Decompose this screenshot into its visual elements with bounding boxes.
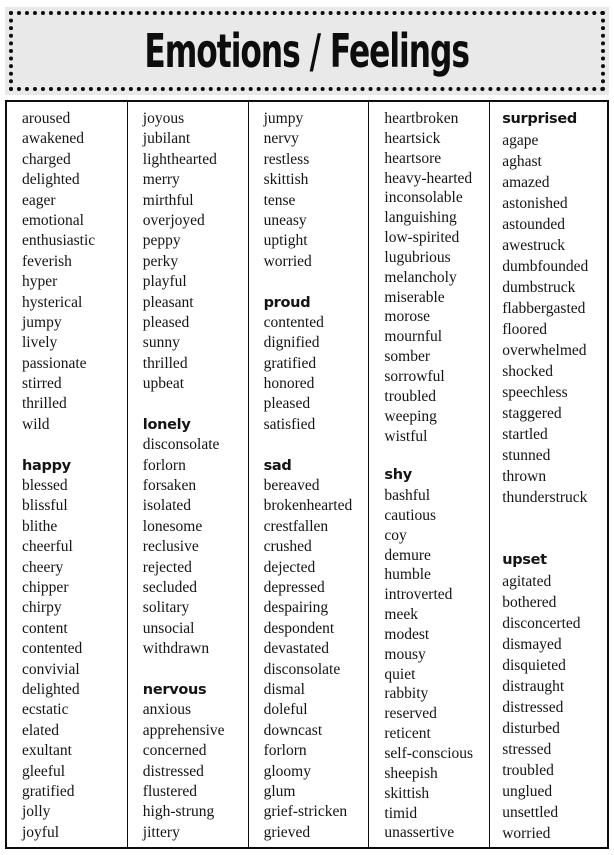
word-item: stressed: [502, 741, 552, 758]
row-spacer: [502, 508, 605, 529]
word-item: forsaken: [142, 477, 197, 495]
word-item: agape: [502, 132, 539, 149]
word-item: chipper: [22, 578, 69, 596]
word-item: elated: [22, 721, 60, 739]
word-item: weeping: [384, 407, 437, 425]
word-item: anxious: [142, 701, 192, 719]
category-header: lonely: [142, 416, 191, 433]
word-item: pleasant: [142, 293, 194, 311]
word-item: ecstatic: [22, 701, 69, 719]
word-item: passionate: [22, 354, 87, 372]
word-item: isolated: [142, 497, 192, 515]
word-item: exultant: [22, 742, 72, 760]
word-column: [490, 102, 607, 847]
word-item: despairing: [263, 599, 329, 617]
word-item: coy: [384, 526, 407, 544]
word-item: amazed: [502, 174, 550, 191]
word-item: forlorn: [263, 742, 307, 760]
word-item: downcast: [263, 721, 323, 739]
word-item: self-conscious: [384, 745, 474, 762]
word-item: bothered: [502, 594, 557, 611]
word-item: sunny: [142, 334, 180, 352]
word-item: quiet: [384, 665, 416, 683]
category-header: nervous: [142, 681, 207, 698]
word-item: reticent: [384, 725, 431, 743]
word-item: forlorn: [142, 456, 186, 474]
word-item: overwhelmed: [502, 342, 587, 359]
word-item: lonesome: [142, 517, 203, 535]
word-item: apprehensive: [142, 721, 225, 739]
word-item: awestruck: [502, 237, 566, 254]
word-item: satisfied: [263, 415, 316, 433]
word-item: distraught: [502, 678, 565, 695]
category-header: upset: [502, 552, 547, 568]
word-item: secluded: [142, 578, 198, 596]
word-item: hyper: [22, 273, 58, 291]
word-item: heartbroken: [384, 110, 459, 127]
word-item: cheery: [22, 558, 64, 576]
word-item: skittish: [384, 784, 430, 802]
word-item: astonished: [502, 195, 568, 212]
category-header: sad: [263, 457, 292, 474]
word-item: unsocial: [142, 619, 195, 637]
category-header: shy: [384, 467, 412, 484]
word-item: aghast: [502, 153, 542, 170]
word-item: dejected: [263, 558, 316, 576]
word-item: languishing: [384, 209, 457, 227]
word-item: wistful: [384, 427, 428, 445]
word-item: aroused: [22, 110, 71, 127]
word-item: delighted: [22, 171, 80, 189]
word-item: jubilant: [142, 130, 191, 148]
word-item: bashful: [384, 487, 431, 505]
word-item: crestfallen: [263, 517, 329, 535]
word-item: jumpy: [263, 110, 304, 127]
word-item: floored: [502, 321, 547, 338]
word-item: withdrawn: [142, 640, 210, 658]
word-item: somber: [384, 348, 431, 366]
word-item: crushed: [263, 538, 312, 556]
word-item: joyous: [142, 110, 185, 127]
word-item: contented: [263, 313, 324, 331]
word-grid: [5, 100, 609, 849]
word-item: dismal: [263, 680, 305, 698]
word-item: lively: [22, 334, 58, 352]
word-item: agitated: [502, 573, 552, 590]
word-item: jittery: [142, 823, 180, 841]
word-item: meek: [384, 606, 418, 624]
row-spacer: [384, 446, 487, 466]
word-item: despondent: [263, 619, 335, 637]
word-item: restless: [263, 150, 310, 168]
word-item: heartsick: [384, 129, 441, 147]
word-item: gratified: [263, 354, 317, 372]
word-item: flabbergasted: [502, 300, 586, 317]
word-item: overjoyed: [142, 211, 205, 229]
word-item: hysterical: [22, 293, 83, 311]
word-item: grief-stricken: [263, 803, 348, 821]
word-item: convivial: [22, 660, 80, 678]
row-spacer: [143, 394, 246, 414]
word-item: distressed: [502, 699, 564, 716]
word-column: [128, 102, 249, 847]
word-item: chirpy: [22, 599, 62, 617]
word-item: cautious: [384, 506, 437, 524]
word-item: gleeful: [22, 762, 66, 780]
word-item: morose: [384, 308, 431, 326]
word-item: uptight: [263, 232, 308, 250]
word-item: sorrowful: [384, 367, 445, 385]
word-item: reclusive: [142, 538, 199, 556]
category-header: happy: [22, 457, 71, 474]
word-item: heartsore: [384, 149, 442, 167]
word-item: thrilled: [22, 395, 67, 413]
word-item: inconsolable: [384, 189, 463, 207]
word-item: playful: [142, 273, 187, 291]
word-item: unassertive: [384, 824, 455, 842]
word-item: distressed: [142, 762, 204, 780]
word-item: thunderstruck: [502, 489, 588, 506]
word-item: feverish: [22, 252, 72, 270]
word-item: upbeat: [142, 375, 185, 393]
word-item: tense: [263, 191, 296, 209]
word-item: high-strung: [142, 803, 215, 821]
word-item: worried: [263, 252, 312, 270]
word-item: demure: [384, 546, 431, 564]
row-spacer: [502, 529, 605, 550]
word-item: astounded: [502, 216, 566, 233]
word-item: jolly: [22, 803, 51, 821]
word-item: disconsolate: [142, 436, 220, 454]
word-item: peppy: [142, 232, 181, 250]
word-item: glum: [263, 782, 296, 800]
word-item: low-spirited: [384, 229, 460, 247]
word-item: solitary: [142, 599, 190, 617]
word-item: dignified: [263, 334, 320, 352]
word-item: depressed: [263, 578, 325, 596]
word-item: lighthearted: [142, 150, 217, 168]
word-item: perky: [142, 252, 179, 270]
word-item: honored: [263, 375, 315, 393]
word-item: bereaved: [263, 477, 320, 495]
row-spacer: [264, 435, 367, 455]
category-header: surprised: [502, 111, 577, 127]
word-item: disconcerted: [502, 615, 581, 632]
word-item: dismayed: [502, 636, 562, 653]
word-item: wild: [22, 415, 50, 433]
page-title: Emotions / Feelings: [144, 24, 470, 78]
word-item: troubled: [384, 387, 437, 405]
word-item: miserable: [384, 288, 445, 306]
word-item: skittish: [263, 171, 309, 189]
word-item: lugubrious: [384, 248, 451, 266]
word-item: thrilled: [142, 354, 188, 372]
word-item: merry: [142, 171, 180, 189]
title-banner: [9, 11, 605, 91]
word-item: thrown: [502, 468, 547, 485]
word-item: introverted: [384, 586, 453, 604]
word-item: flustered: [142, 782, 198, 800]
word-item: troubled: [502, 762, 554, 779]
word-item: disturbed: [502, 720, 560, 737]
word-item: cheerful: [22, 538, 73, 556]
word-item: doleful: [263, 701, 308, 719]
word-item: concerned: [142, 742, 207, 760]
word-item: unsettled: [502, 804, 559, 821]
word-item: eager: [22, 191, 56, 209]
word-item: blithe: [22, 517, 58, 535]
word-item: startled: [502, 426, 548, 443]
word-item: devastated: [263, 640, 330, 658]
word-item: stunned: [502, 447, 551, 464]
word-item: pleased: [142, 313, 190, 331]
word-column: [369, 102, 490, 847]
word-item: brokenhearted: [263, 497, 353, 515]
word-item: nervy: [263, 130, 299, 148]
word-item: rabbity: [384, 685, 429, 703]
word-item: delighted: [22, 680, 80, 698]
word-item: heavy-hearted: [384, 169, 473, 187]
category-header: proud: [263, 294, 311, 311]
row-spacer: [143, 660, 246, 680]
word-item: mournful: [384, 328, 443, 346]
word-item: modest: [384, 625, 430, 643]
word-item: content: [22, 619, 68, 637]
word-item: shocked: [502, 363, 553, 380]
word-item: grieved: [263, 823, 311, 841]
word-item: blissful: [22, 497, 68, 515]
word-item: mousy: [384, 645, 426, 663]
word-item: mirthful: [142, 191, 194, 209]
word-item: reserved: [384, 705, 437, 723]
word-column: [7, 102, 128, 847]
word-item: disquieted: [502, 657, 566, 674]
word-item: sheepish: [384, 764, 438, 782]
word-column: [249, 102, 370, 847]
word-item: charged: [22, 150, 71, 168]
word-item: enthusiastic: [22, 232, 96, 250]
word-item: awakened: [22, 130, 84, 148]
word-item: dumbstruck: [502, 279, 576, 296]
word-item: worried: [502, 825, 551, 842]
row-spacer: [264, 272, 367, 292]
word-item: uneasy: [263, 211, 307, 229]
word-item: blessed: [22, 477, 68, 495]
row-spacer: [22, 435, 125, 455]
word-item: rejected: [142, 558, 192, 576]
word-item: dumbfounded: [502, 258, 589, 275]
word-item: pleased: [263, 395, 311, 413]
word-item: gloomy: [263, 762, 311, 780]
word-item: disconsolate: [263, 660, 341, 678]
word-item: unglued: [502, 783, 553, 800]
word-item: joyful: [22, 823, 60, 841]
word-item: staggered: [502, 405, 562, 422]
word-item: jumpy: [22, 313, 62, 331]
word-item: humble: [384, 566, 431, 584]
word-item: emotional: [22, 211, 84, 229]
word-item: stirred: [22, 375, 62, 393]
word-item: timid: [384, 804, 418, 822]
word-item: speechless: [502, 384, 568, 401]
word-item: melancholy: [384, 268, 457, 286]
word-item: contented: [22, 640, 83, 658]
word-item: gratified: [22, 782, 75, 800]
